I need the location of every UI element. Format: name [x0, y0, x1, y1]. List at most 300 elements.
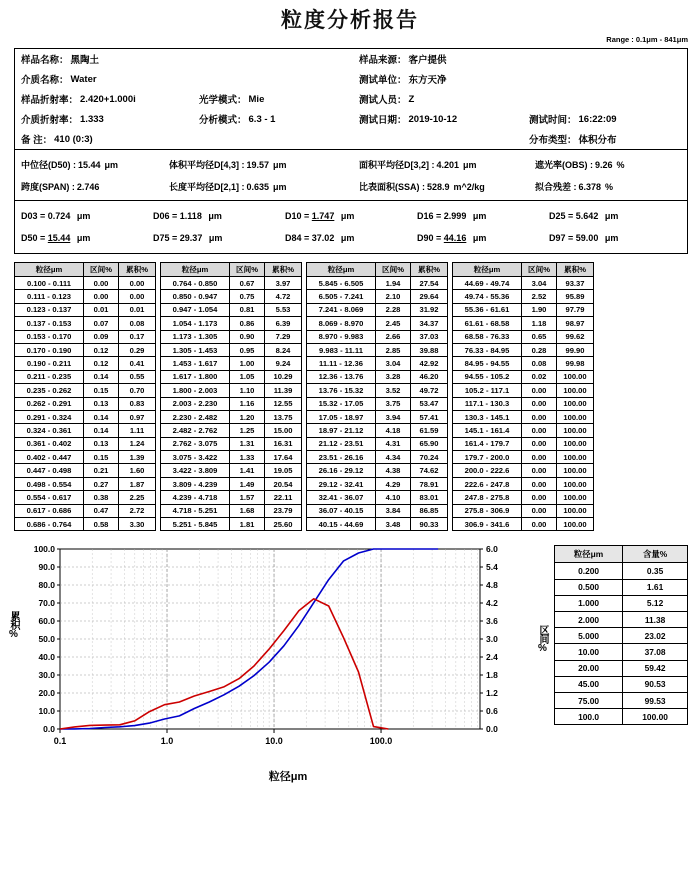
d-value: 15.44	[47, 233, 71, 243]
info-label: 光学模式：	[199, 95, 247, 106]
svg-text:2.4: 2.4	[486, 652, 498, 663]
table-row	[453, 384, 594, 397]
table-cell: 247.8 - 275.8	[453, 491, 522, 504]
info-row	[15, 89, 687, 109]
info-row	[15, 69, 687, 89]
d-label: D03 =	[21, 211, 46, 221]
table-cell: 100.0	[555, 709, 623, 725]
table-cell: 5.251 - 5.845	[161, 518, 230, 531]
d-label: D75 =	[153, 233, 178, 243]
stat-value: 528.9	[427, 181, 450, 192]
table-cell: 29.12 - 32.41	[307, 477, 376, 490]
stat-label: 长度平均径D[2,1] :	[169, 181, 245, 192]
table-row	[15, 410, 156, 423]
info-label: 介质折射率：	[21, 115, 79, 126]
d-label: D90 =	[417, 233, 442, 243]
table-row	[453, 424, 594, 437]
info-label: 分布类型：	[529, 135, 577, 146]
table-row	[555, 579, 688, 595]
table-cell: 1.61	[623, 579, 688, 595]
table-cell: 1.054 - 1.173	[161, 317, 230, 330]
stats-row-2	[15, 175, 687, 200]
table-row	[555, 709, 688, 725]
table-cell: 0.500	[555, 579, 623, 595]
table-cell: 1.453 - 1.617	[161, 357, 230, 370]
info-value: 客户提供	[408, 55, 447, 66]
table-cell: 3.97	[265, 277, 302, 290]
table-cell: 275.8 - 306.9	[453, 504, 522, 517]
table-cell: 1.81	[230, 518, 265, 531]
info-value: 1.333	[80, 113, 104, 125]
table-row	[307, 290, 448, 303]
table-cell: 99.62	[557, 330, 594, 343]
table-cell: 18.97 - 21.12	[307, 424, 376, 437]
table-cell: 25.60	[265, 518, 302, 531]
svg-text:80.0: 80.0	[38, 580, 55, 591]
table-cell: 2.003 - 2.230	[161, 397, 230, 410]
table-cell: 0.97	[119, 410, 156, 423]
svg-text:100.0: 100.0	[33, 544, 55, 555]
table-cell: 95.89	[557, 290, 594, 303]
table-cell: 3.30	[119, 518, 156, 531]
table-cell: 2.25	[119, 491, 156, 504]
stat-value: 9.26	[595, 159, 613, 170]
table-cell: 1.173 - 1.305	[161, 330, 230, 343]
table-cell: 99.90	[557, 343, 594, 356]
d-unit: μm	[604, 211, 619, 221]
table-cell: 59.42	[623, 660, 688, 676]
stat-label: 面积平均径D[3,2] :	[359, 159, 435, 170]
info-label: 介质名称：	[21, 75, 69, 86]
table-cell: 4.239 - 4.718	[161, 491, 230, 504]
table-cell: 1.800 - 2.003	[161, 384, 230, 397]
table-cell: 3.84	[376, 504, 411, 517]
d-value: 5.642	[575, 211, 599, 221]
table-row	[161, 384, 302, 397]
table-cell: 0.00	[522, 518, 557, 531]
x-axis-label: 粒径μm	[268, 771, 308, 784]
table-cell: 0.686 - 0.764	[15, 518, 84, 531]
content-summary-table	[554, 545, 688, 725]
table-cell: 8.970 - 9.983	[307, 330, 376, 343]
table-cell: 1.33	[230, 451, 265, 464]
d-value: 37.02	[311, 233, 335, 243]
table-cell: 11.11 - 12.36	[307, 357, 376, 370]
table-header-row	[555, 546, 688, 563]
table-cell: 44.69 - 49.74	[453, 277, 522, 290]
table-cell: 1.41	[230, 464, 265, 477]
table-row	[161, 437, 302, 450]
table-row	[453, 397, 594, 410]
table-cell: 0.81	[230, 303, 265, 316]
table-cell: 1.39	[119, 451, 156, 464]
d-unit: μm	[604, 233, 619, 243]
table-cell: 16.31	[265, 437, 302, 450]
table-cell: 76.33 - 84.95	[453, 343, 522, 356]
table-cell: 0.47	[84, 504, 119, 517]
table-cell: 0.262 - 0.291	[15, 397, 84, 410]
table-cell: 1.617 - 1.800	[161, 370, 230, 383]
table-row	[15, 277, 156, 290]
table-cell: 36.07 - 40.15	[307, 504, 376, 517]
table-cell: 0.00	[522, 491, 557, 504]
table-cell: 0.95	[230, 343, 265, 356]
table-row	[161, 477, 302, 490]
table-cell: 86.85	[411, 504, 448, 517]
table-cell: 9.24	[265, 357, 302, 370]
table-cell: 1.10	[230, 384, 265, 397]
table-cell: 53.47	[411, 397, 448, 410]
table-cell: 0.02	[522, 370, 557, 383]
table-cell: 8.069 - 8.970	[307, 317, 376, 330]
svg-text:50.0: 50.0	[38, 634, 55, 645]
table-cell: 17.64	[265, 451, 302, 464]
table-cell: 68.58 - 76.33	[453, 330, 522, 343]
table-cell: 0.55	[119, 370, 156, 383]
table-cell: 0.00	[119, 277, 156, 290]
table-cell: 1.00	[230, 357, 265, 370]
table-cell: 3.04	[522, 277, 557, 290]
column-header: 区间%	[376, 263, 411, 277]
table-row	[161, 290, 302, 303]
table-cell: 100.00	[557, 491, 594, 504]
bottom-section	[8, 541, 688, 784]
info-value: 2019-10-12	[408, 113, 458, 125]
table-cell: 1.31	[230, 437, 265, 450]
table-row	[307, 464, 448, 477]
table-cell: 306.9 - 341.6	[453, 518, 522, 531]
info-label: 样品名称：	[21, 55, 69, 66]
table-cell: 6.39	[265, 317, 302, 330]
table-cell: 2.000	[555, 611, 623, 627]
table-cell: 0.29	[119, 343, 156, 356]
table-row	[453, 277, 594, 290]
table-row	[555, 611, 688, 627]
table-row	[15, 397, 156, 410]
table-row	[161, 451, 302, 464]
table-row	[15, 518, 156, 531]
page-title: 粒度分析报告	[281, 7, 419, 32]
svg-text:3.0: 3.0	[486, 634, 498, 645]
table-cell: 57.41	[411, 410, 448, 423]
table-cell: 117.1 - 130.3	[453, 397, 522, 410]
svg-text:1.8: 1.8	[486, 670, 498, 681]
d-label: D84 =	[285, 233, 310, 243]
stat-unit: m^2/kg	[453, 181, 485, 192]
table-cell: 100.00	[557, 424, 594, 437]
table-cell: 32.41 - 36.07	[307, 491, 376, 504]
table-cell: 0.361 - 0.402	[15, 437, 84, 450]
table-cell: 45.00	[555, 676, 623, 692]
d-values-row-1	[15, 201, 687, 227]
info-value: Mie	[248, 93, 265, 105]
chart-canvas	[8, 541, 548, 766]
table-cell: 4.29	[376, 477, 411, 490]
table-row	[15, 477, 156, 490]
table-cell: 1.90	[522, 303, 557, 316]
table-header-row	[15, 263, 156, 277]
table-cell: 2.762 - 3.075	[161, 437, 230, 450]
table-cell: 34.37	[411, 317, 448, 330]
table-cell: 3.75	[376, 397, 411, 410]
table-cell: 17.05 - 18.97	[307, 410, 376, 423]
svg-text:5.4: 5.4	[486, 562, 498, 573]
table-cell: 1.11	[119, 424, 156, 437]
table-cell: 1.25	[230, 424, 265, 437]
table-row	[307, 518, 448, 531]
table-cell: 23.02	[623, 628, 688, 644]
table-row	[161, 303, 302, 316]
svg-text:4.2: 4.2	[486, 598, 498, 609]
table-cell: 0.70	[119, 384, 156, 397]
stat-unit: %	[605, 181, 614, 192]
table-cell: 0.00	[522, 410, 557, 423]
table-cell: 0.235 - 0.262	[15, 384, 84, 397]
table-cell: 100.00	[623, 709, 688, 725]
y-axis-right-label: 区间%	[537, 625, 548, 654]
table-cell: 1.24	[119, 437, 156, 450]
table-row	[453, 504, 594, 517]
table-cell: 23.51 - 26.16	[307, 451, 376, 464]
table-cell: 5.000	[555, 628, 623, 644]
table-row	[15, 330, 156, 343]
table-row	[307, 504, 448, 517]
table-cell: 3.52	[376, 384, 411, 397]
table-cell: 0.324 - 0.361	[15, 424, 84, 437]
stat-unit: μm	[463, 159, 477, 170]
table-cell: 6.505 - 7.241	[307, 290, 376, 303]
table-row	[307, 491, 448, 504]
stat-value: 0.635	[246, 181, 270, 192]
y-axis-left-label: 累积%	[8, 611, 19, 640]
table-cell: 200.0 - 222.6	[453, 464, 522, 477]
table-cell: 15.00	[265, 424, 302, 437]
table-cell: 3.422 - 3.809	[161, 464, 230, 477]
table-cell: 0.28	[522, 343, 557, 356]
svg-text:100.0: 100.0	[369, 736, 393, 747]
table-cell: 3.075 - 3.422	[161, 451, 230, 464]
table-row	[161, 370, 302, 383]
table-row	[453, 491, 594, 504]
d-label: D97 =	[549, 233, 574, 243]
svg-text:0.0: 0.0	[486, 724, 498, 735]
table-cell: 1.68	[230, 504, 265, 517]
table-row	[15, 370, 156, 383]
info-value: 体积分布	[578, 135, 617, 146]
table-row	[15, 343, 156, 356]
table-cell: 0.00	[84, 290, 119, 303]
table-cell: 0.13	[84, 397, 119, 410]
table-cell: 0.850 - 0.947	[161, 290, 230, 303]
table-header-row	[453, 263, 594, 277]
table-cell: 0.137 - 0.153	[15, 317, 84, 330]
stats-row-1	[15, 150, 687, 175]
table-cell: 0.12	[84, 343, 119, 356]
info-label: 备 注：	[21, 135, 53, 146]
table-cell: 10.29	[265, 370, 302, 383]
table-cell: 179.7 - 200.0	[453, 451, 522, 464]
table-cell: 0.00	[522, 437, 557, 450]
table-cell: 100.00	[557, 477, 594, 490]
table-row	[307, 303, 448, 316]
table-cell: 13.75	[265, 410, 302, 423]
table-row	[307, 330, 448, 343]
table-row	[15, 424, 156, 437]
table-cell: 0.41	[119, 357, 156, 370]
distribution-table	[14, 262, 156, 531]
table-cell: 20.00	[555, 660, 623, 676]
table-row	[161, 343, 302, 356]
column-header: 累积%	[557, 263, 594, 277]
d-value: 2.999	[443, 211, 467, 221]
table-cell: 1.305 - 1.453	[161, 343, 230, 356]
table-row	[15, 491, 156, 504]
table-cell: 0.617 - 0.686	[15, 504, 84, 517]
table-cell: 100.00	[557, 370, 594, 383]
table-cell: 75.00	[555, 692, 623, 708]
table-row	[15, 290, 156, 303]
table-cell: 2.10	[376, 290, 411, 303]
table-cell: 0.00	[522, 504, 557, 517]
svg-text:30.0: 30.0	[38, 670, 55, 681]
table-cell: 100.00	[557, 410, 594, 423]
d-value: 0.724	[47, 211, 71, 221]
table-cell: 2.52	[522, 290, 557, 303]
table-row	[555, 595, 688, 611]
column-header: 累积%	[265, 263, 302, 277]
table-cell: 4.31	[376, 437, 411, 450]
distribution-tables	[14, 262, 688, 531]
table-row	[453, 317, 594, 330]
info-row	[15, 109, 687, 129]
table-row	[453, 464, 594, 477]
table-cell: 49.72	[411, 384, 448, 397]
distribution-chart	[8, 541, 548, 784]
stat-label: 中位径(D50) :	[21, 159, 77, 170]
table-row	[307, 397, 448, 410]
d-unit: μm	[340, 233, 355, 243]
table-row	[555, 660, 688, 676]
table-row	[161, 410, 302, 423]
table-cell: 0.153 - 0.170	[15, 330, 84, 343]
table-cell: 40.15 - 44.69	[307, 518, 376, 531]
d-unit: μm	[472, 233, 487, 243]
table-cell: 105.2 - 117.1	[453, 384, 522, 397]
table-row	[453, 330, 594, 343]
table-row	[161, 330, 302, 343]
table-cell: 3.28	[376, 370, 411, 383]
d-label: D06 =	[153, 211, 178, 221]
table-row	[453, 451, 594, 464]
table-cell: 3.809 - 4.239	[161, 477, 230, 490]
table-cell: 78.91	[411, 477, 448, 490]
svg-text:70.0: 70.0	[38, 598, 55, 609]
table-cell: 0.00	[84, 277, 119, 290]
d-label: D10 =	[285, 211, 310, 221]
d-unit: μm	[76, 211, 91, 221]
table-cell: 1.87	[119, 477, 156, 490]
table-row	[307, 357, 448, 370]
table-cell: 0.90	[230, 330, 265, 343]
table-cell: 0.111 - 0.123	[15, 290, 84, 303]
table-row	[15, 357, 156, 370]
table-cell: 4.72	[265, 290, 302, 303]
table-cell: 0.14	[84, 410, 119, 423]
svg-text:10.0: 10.0	[265, 736, 283, 747]
table-cell: 13.76 - 15.32	[307, 384, 376, 397]
table-row	[161, 518, 302, 531]
distribution-table	[452, 262, 594, 531]
stat-label: 跨度(SPAN) :	[21, 181, 75, 192]
table-cell: 0.554 - 0.617	[15, 491, 84, 504]
table-row	[161, 491, 302, 504]
table-row	[15, 464, 156, 477]
column-header: 粒径μm	[15, 263, 84, 277]
info-label: 测试日期：	[359, 115, 407, 126]
table-cell: 70.24	[411, 451, 448, 464]
table-cell: 99.98	[557, 357, 594, 370]
table-cell: 0.17	[119, 330, 156, 343]
svg-text:1.2: 1.2	[486, 688, 498, 699]
table-row	[307, 451, 448, 464]
d-label: D25 =	[549, 211, 574, 221]
table-cell: 100.00	[557, 437, 594, 450]
svg-text:6.0: 6.0	[486, 544, 498, 555]
table-row	[453, 290, 594, 303]
table-cell: 0.100 - 0.111	[15, 277, 84, 290]
svg-text:90.0: 90.0	[38, 562, 55, 573]
table-cell: 15.32 - 17.05	[307, 397, 376, 410]
table-cell: 1.16	[230, 397, 265, 410]
table-cell: 130.3 - 145.1	[453, 410, 522, 423]
table-cell: 0.291 - 0.324	[15, 410, 84, 423]
table-row	[453, 370, 594, 383]
table-cell: 99.53	[623, 692, 688, 708]
table-cell: 37.03	[411, 330, 448, 343]
column-header: 粒径μm	[453, 263, 522, 277]
table-cell: 4.38	[376, 464, 411, 477]
stat-value: 4.201	[436, 159, 460, 170]
table-cell: 0.21	[84, 464, 119, 477]
table-cell: 23.79	[265, 504, 302, 517]
stat-unit: μm	[273, 159, 287, 170]
info-label: 分析模式：	[199, 115, 247, 126]
table-cell: 0.200	[555, 563, 623, 579]
stat-value: 15.44	[78, 159, 101, 170]
d-value: 1.118	[179, 211, 202, 221]
d-label: D16 =	[417, 211, 442, 221]
table-cell: 20.54	[265, 477, 302, 490]
table-cell: 0.00	[522, 424, 557, 437]
table-cell: 0.447 - 0.498	[15, 464, 84, 477]
table-row	[307, 384, 448, 397]
table-cell: 0.190 - 0.211	[15, 357, 84, 370]
table-cell: 8.24	[265, 343, 302, 356]
table-row	[307, 410, 448, 423]
svg-text:4.8: 4.8	[486, 580, 498, 591]
info-value: 东方天净	[408, 75, 447, 86]
d-unit: μm	[208, 233, 223, 243]
info-value: 6.3 - 1	[248, 113, 276, 125]
stat-label: 遮光率(OBS) :	[535, 159, 593, 170]
table-row	[307, 370, 448, 383]
distribution-table	[306, 262, 448, 531]
table-cell: 46.20	[411, 370, 448, 383]
table-cell: 3.04	[376, 357, 411, 370]
table-cell: 29.64	[411, 290, 448, 303]
info-row	[15, 129, 687, 149]
table-cell: 0.170 - 0.190	[15, 343, 84, 356]
